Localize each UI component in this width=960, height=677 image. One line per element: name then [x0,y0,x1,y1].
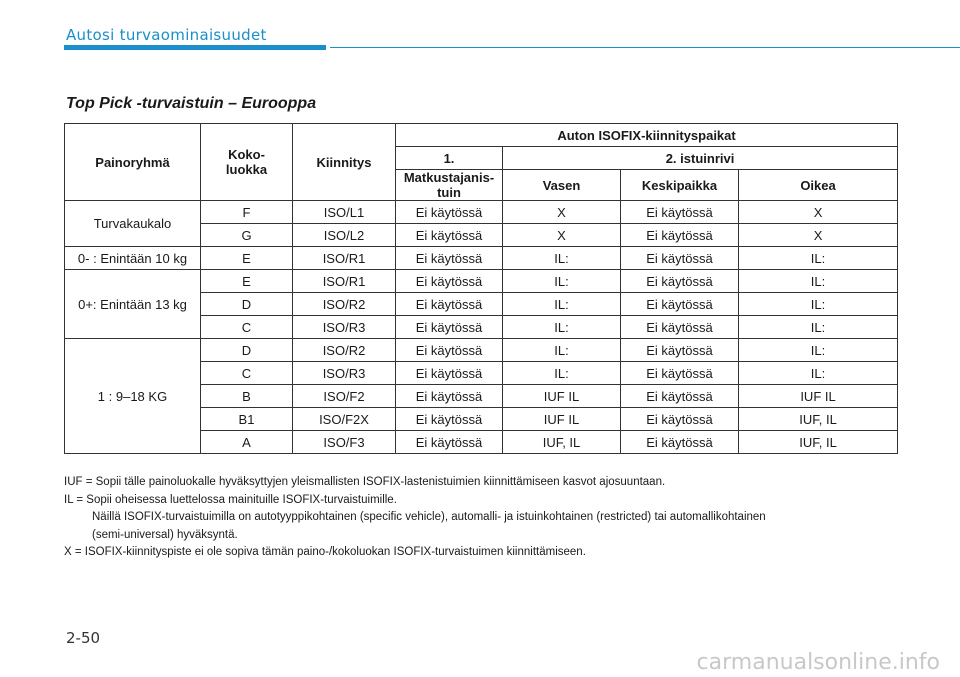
header-divider-line [330,47,960,48]
table-cell: IUF IL [503,385,621,408]
table-cell: Ei käytössä [396,316,503,339]
table-cell: Ei käytössä [621,408,739,431]
table-cell: ISO/R3 [293,362,396,385]
table-cell: ISO/F2 [293,385,396,408]
table-cell: ISO/L2 [293,224,396,247]
note-x: X = ISOFIX-kiinnityspiste ei ole sopiva tämän paino-/kokoluokan ISOFIX-turvaistuimen kiinnittämiseen. [64,546,586,558]
table-cell: IL: [503,362,621,385]
table-cell: ISO/R3 [293,316,396,339]
table-cell: A [201,431,293,454]
table-cell: Ei käytössä [621,247,739,270]
table-cell: Ei käytössä [621,316,739,339]
notes-block [64,474,924,562]
note-il: IL = Sopii oheisessa luettelossa mainituille ISOFIX-turvaistuimille. [64,493,397,506]
page-title: Top Pick -turvaistuin – Eurooppa [66,95,317,112]
header-mounting: Kiinnitys [293,124,396,201]
table-cell: Ei käytössä [396,293,503,316]
table-cell: Ei käytössä [621,270,739,293]
table-cell: IL: [503,247,621,270]
table-cell: B1 [201,408,293,431]
table-cell: Ei käytössä [396,339,503,362]
header-left: Vasen [503,170,621,201]
note-il-detail-1: Näillä ISOFIX-turvaistuimilla on autotyyppikohtainen (specific vehicle), automalli- ja istuinkohtainen (restricted) tai automallikohtainen [92,511,766,523]
table-cell: Ei käytössä [396,247,503,270]
table-cell: IL: [739,316,898,339]
table-cell: Ei käytössä [396,362,503,385]
table-cell: ISO/R2 [293,339,396,362]
weight-group-cell: 0+: Enintään 13 kg [65,270,201,339]
table-cell: Ei käytössä [396,431,503,454]
table-cell: D [201,339,293,362]
header-size-class: Koko- luokka [201,124,293,201]
table-cell: B [201,385,293,408]
header-right: Oikea [739,170,898,201]
table-cell: IL: [503,316,621,339]
table-cell: X [739,201,898,224]
table-cell: IUF, IL [739,408,898,431]
header-row-1: 1. [396,147,503,170]
page-number: 2-50 [66,629,101,647]
table-cell: ISO/R2 [293,293,396,316]
table-cell: IL: [739,362,898,385]
table-cell: X [739,224,898,247]
weight-group-cell: Turvakaukalo [65,201,201,247]
table-cell: IL: [739,293,898,316]
weight-group-cell: 1 : 9–18 KG [65,339,201,454]
table-cell: IL: [739,247,898,270]
note-iuf: IUF = Sopii tälle painoluokalle hyväksyttyjen yleismallisten ISOFIX-lastenistuimien kiinnittämiseen kasvot ajosuuntaan. [64,476,666,488]
table-row [65,247,898,270]
header-accent-bar [64,45,326,50]
header-weight-group: Painoryhmä [65,124,201,201]
table-cell: ISO/R1 [293,270,396,293]
table-cell: IUF, IL [503,431,621,454]
weight-group-cell: 0- : Enintään 10 kg [65,247,201,270]
header-isofix-positions: Auton ISOFIX-kiinnityspaikat [396,124,898,147]
table-cell: IL: [739,270,898,293]
table-cell: ISO/R1 [293,247,396,270]
table-cell: Ei käytössä [621,293,739,316]
table-row [65,270,898,293]
header-row-2: 2. istuinrivi [503,147,898,170]
table-row [65,201,898,224]
table-cell: Ei käytössä [396,201,503,224]
table-cell: IL: [503,339,621,362]
table-cell: Ei käytössä [621,431,739,454]
table-cell: Ei käytössä [621,339,739,362]
table-cell: Ei käytössä [621,224,739,247]
table-cell: E [201,247,293,270]
table-cell: G [201,224,293,247]
table-cell: E [201,270,293,293]
table-cell: Ei käytössä [621,385,739,408]
table-cell: F [201,201,293,224]
table-cell: IUF, IL [739,431,898,454]
table-cell: ISO/F2X [293,408,396,431]
table-cell: IUF IL [503,408,621,431]
table-cell: Ei käytössä [621,201,739,224]
table-body [65,201,898,454]
table-cell: Ei käytössä [396,224,503,247]
section-header-title: Autosi turvaominaisuudet [66,26,267,44]
table-cell: IUF IL [739,385,898,408]
table-cell: Ei käytössä [396,385,503,408]
table-cell: ISO/F3 [293,431,396,454]
table-cell: IL: [503,293,621,316]
table-cell: IL: [503,270,621,293]
table-cell: C [201,316,293,339]
table-cell: Ei käytössä [621,362,739,385]
table-cell: ISO/L1 [293,201,396,224]
header-passenger-seat: Matkustajanis- tuin [396,170,503,201]
note-il-detail-2: (semi-universal) hyväksyntä. [92,528,238,541]
table-cell: Ei käytössä [396,408,503,431]
table-cell: Ei käytössä [396,270,503,293]
table-cell: D [201,293,293,316]
table-cell: X [503,201,621,224]
watermark-text: carmanualsonline.info [696,650,940,675]
table-cell: IL: [739,339,898,362]
table-cell: C [201,362,293,385]
table-row [65,339,898,362]
header-center: Keskipaikka [621,170,739,201]
table-cell: X [503,224,621,247]
isofix-table [64,123,898,454]
